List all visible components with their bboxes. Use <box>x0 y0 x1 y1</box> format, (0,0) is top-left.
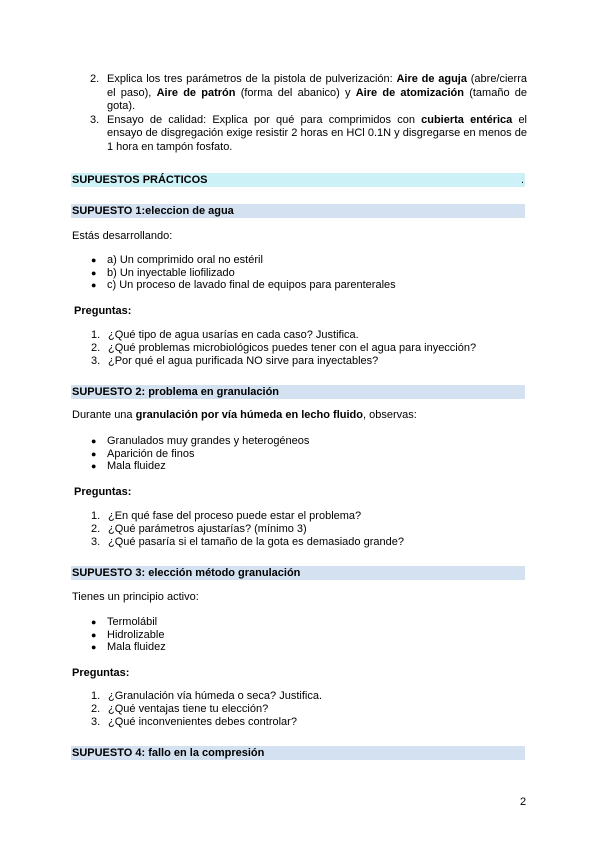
list-item: 1. ¿En qué fase del proceso puede estar el problema? <box>91 510 362 522</box>
list-item: 2. Explica los tres parámetros de la pistola de pulverización: Aire de aguja (abre/cierra el paso), Aire de patrón (forma del abanico) y Aire de atomización (tamaño de gota). <box>90 73 528 112</box>
list-item: ● Termolábil <box>91 616 158 628</box>
intro-list <box>90 73 527 154</box>
section-title: SUPUESTOS PRÁCTICOS . <box>72 174 524 186</box>
list-item: 1. ¿Granulación vía húmeda o seca? Justifica. <box>91 690 323 702</box>
list-item: 2. ¿Qué ventajas tiene tu elección? <box>91 703 269 715</box>
supuesto-2-questions-label: Preguntas: <box>74 486 132 498</box>
list-item: ● b) Un inyectable liofilizado <box>91 266 235 279</box>
list-item: ● c) Un proceso de lavado final de equipos para parenterales <box>91 279 396 291</box>
supuesto-1-questions-label: Preguntas: <box>74 305 132 317</box>
supuesto-1-questions <box>91 329 476 368</box>
list-item: 2. ¿Qué problemas microbiológicos puedes tener con el agua para inyección? <box>91 342 477 354</box>
list-item: 3. ¿Qué inconvenientes debes controlar? <box>91 716 297 728</box>
supuesto-1-intro: Estás desarrollando: <box>72 230 173 242</box>
supuesto-1-bullets <box>91 254 396 292</box>
list-item: ● Hidrolizable <box>91 628 165 641</box>
supuesto-2-intro: Durante una granulación por vía húmeda en lecho fluido, observas: <box>72 409 417 421</box>
supuesto-3-heading: SUPUESTO 3: elección método granulación <box>71 566 525 580</box>
supuesto-1-heading: SUPUESTO 1:eleccion de agua <box>71 204 525 218</box>
list-item: 1. ¿Qué tipo de agua usarías en cada caso? Justifica. <box>91 329 359 341</box>
supuesto-3-bullets <box>91 616 166 654</box>
supuesto-2-questions <box>91 510 404 549</box>
list-item: 2. ¿Qué parámetros ajustarías? (mínimo 3) <box>91 523 307 535</box>
supuesto-4-heading: SUPUESTO 4: fallo en la compresión <box>71 746 525 760</box>
list-item: ● Aparición de finos <box>91 447 195 460</box>
supuesto-2-bullets <box>91 435 309 473</box>
supuesto-2-heading: SUPUESTO 2: problema en granulación <box>71 385 525 399</box>
list-item: 3. Ensayo de calidad: Explica por qué para comprimidos con cubierta entérica el ensayo de disgregación exige resistir 2 horas en HCl 0.1N y disgregarse en menos de 1 hora en tampón fosfato. <box>90 113 528 153</box>
page-number: 2 <box>520 796 527 808</box>
list-item: ● Mala fluidez <box>91 460 166 472</box>
supuesto-3-intro: Tienes un principio activo: <box>72 591 199 603</box>
list-item: 3. ¿Qué pasaría si el tamaño de la gota es demasiado grande? <box>91 536 404 548</box>
list-item: ● a) Un comprimido oral no estéril <box>91 254 263 266</box>
supuesto-3-questions-label: Preguntas: <box>72 667 130 679</box>
list-item: ● Granulados muy grandes y heterogéneos <box>91 435 310 447</box>
supuesto-3-questions <box>91 690 322 729</box>
list-item: 3. ¿Por qué el agua purificada NO sirve para inyectables? <box>91 355 379 367</box>
list-item: ● Mala fluidez <box>91 641 166 653</box>
